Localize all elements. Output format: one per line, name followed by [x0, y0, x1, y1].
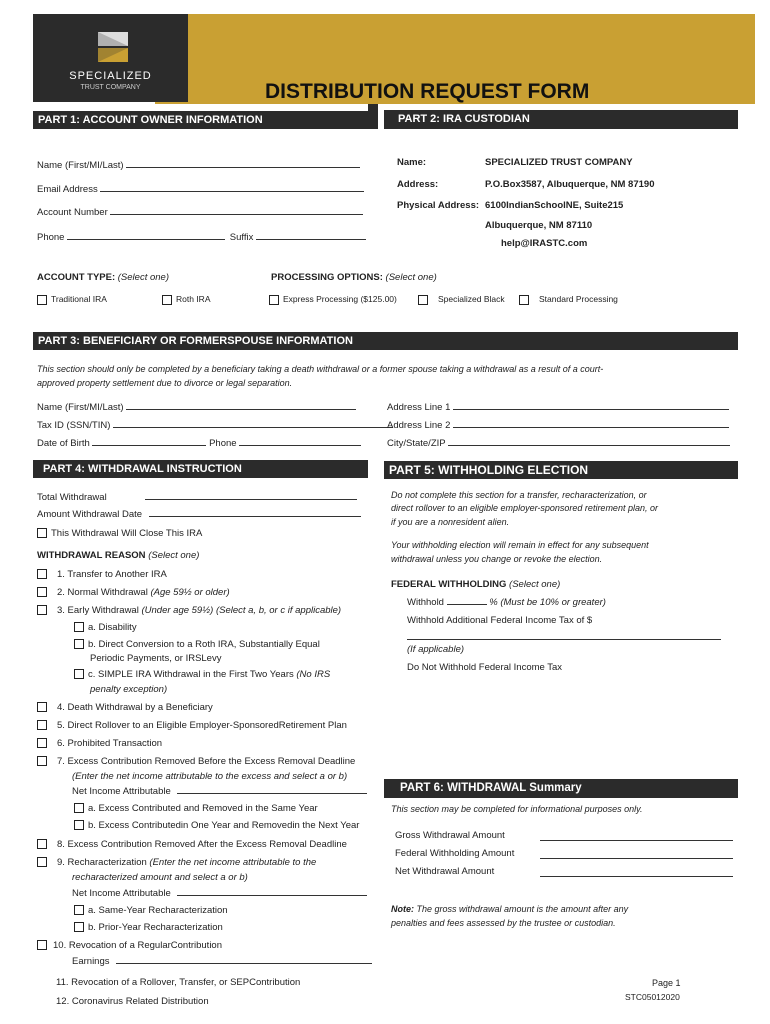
processing-row [271, 272, 437, 283]
bene-tax-field[interactable] [113, 427, 393, 428]
reason-3a-checkbox[interactable] [74, 622, 84, 632]
net-amount-label: Net Withdrawal Amount [395, 866, 495, 877]
additional-tax-field[interactable] [407, 639, 721, 640]
phone-field[interactable] [67, 239, 225, 240]
custodian-address-value: P.O.Box3587, Albuquerque, NM 87190 [485, 179, 655, 190]
reason-7[interactable] [37, 756, 355, 767]
reason-8-checkbox[interactable] [37, 839, 47, 849]
reason-12-label: 12. Coronavirus Related Distribution [56, 996, 209, 1007]
reason-6[interactable] [37, 738, 162, 749]
logo-sub: TRUST COMPANY [80, 84, 141, 91]
reason-1[interactable] [37, 569, 167, 580]
reason-9-label: 9. Recharacterization [57, 857, 147, 868]
phone-row [37, 232, 366, 243]
reason-9-checkbox[interactable] [37, 857, 47, 867]
part6-footnote [391, 904, 628, 914]
reason-7-income-label: Net Income Attributable [72, 786, 171, 797]
bene-city-row [387, 438, 730, 449]
reason-3-label: 3. Early Withdrawal [57, 605, 139, 616]
part5-note-line1: Do not complete this section for a transfer, recharacterization, or [391, 490, 647, 500]
reason-10-earnings-label: Earnings [72, 956, 110, 967]
form-title: DISTRIBUTION REQUEST FORM [265, 80, 590, 103]
reason-7-note: (Enter the net income attributable to the excess and select a or b) [72, 771, 348, 782]
gross-amount-label: Gross Withdrawal Amount [395, 830, 505, 841]
reason-7-checkbox[interactable] [37, 756, 47, 766]
fed-amount-label: Federal Withholding Amount [395, 848, 515, 859]
processing-black[interactable] [418, 294, 505, 305]
roth-ira-checkbox[interactable] [162, 295, 172, 305]
standard-checkbox[interactable] [519, 295, 529, 305]
reason-7a[interactable] [74, 803, 318, 814]
suffix-field[interactable] [256, 239, 366, 240]
account-type-traditional[interactable] [37, 294, 107, 305]
fed-withholding-label: FEDERAL WITHHOLDING [391, 579, 507, 590]
account-number-label: Account Number [37, 207, 108, 218]
reason-11-label: 11. Revocation of a Rollover, Transfer, or SEPContribution [56, 977, 301, 988]
part3-desc-line2: approved property settlement due to divorce or legal separation. [37, 378, 293, 388]
bene-tax-row [37, 420, 393, 431]
black-label: Specialized Black [438, 294, 505, 304]
reason-7-label: 7. Excess Contribution Removed Before the Excess Removal Deadline [57, 756, 356, 767]
reason-9-income-label: Net Income Attributable [72, 888, 171, 899]
reason-3a-label: a. Disability [88, 622, 137, 633]
reason-9b-label: b. Prior-Year Recharacterization [88, 922, 223, 933]
reason-3b-checkbox[interactable] [74, 639, 84, 649]
reason-3-checkbox[interactable] [37, 605, 47, 615]
reason-1-checkbox[interactable] [37, 569, 47, 579]
withhold-pct-note: % (Must be 10% or greater) [489, 597, 606, 608]
bene-name-row [37, 402, 356, 413]
footnote-line1: The gross withdrawal amount is the amount after any [416, 904, 629, 914]
reason-5-label: 5. Direct Rollover to an Eligible Employer-SponsoredRetirement Plan [57, 720, 347, 731]
processing-standard[interactable] [519, 294, 618, 305]
reason-9[interactable] [37, 857, 316, 868]
custodian-email: help@IRASTC.com [501, 238, 588, 249]
traditional-ira-label: Traditional IRA [51, 294, 107, 304]
reason-1-label: 1. Transfer to Another IRA [57, 569, 167, 580]
reason-row [37, 550, 199, 561]
owner-email-label: Email Address [37, 184, 98, 195]
reason-4-checkbox[interactable] [37, 702, 47, 712]
bene-name-label: Name (First/MI/Last) [37, 402, 124, 413]
part3-header: PART 3: BENEFICIARY OR FORMERSPOUSE INFORMATION [33, 332, 738, 350]
processing-label: PROCESSING OPTIONS: [271, 272, 383, 283]
bene-dob-label: Date of Birth [37, 438, 90, 449]
reason-3-note: (Under age 59½) (Select a, b, or c if applicable) [141, 605, 342, 616]
reason-3b[interactable] [74, 639, 320, 650]
footnote-line2: penalties and fees assessed by the trustee or custodian. [391, 918, 616, 928]
fed-withholding-row [391, 579, 560, 590]
reason-7b-checkbox[interactable] [74, 820, 84, 830]
logo-block [33, 14, 188, 102]
bene-dob-field[interactable] [92, 445, 206, 446]
part5-note-line4: Your withholding election will remain in effect for any subsequent [391, 540, 649, 550]
reason-10[interactable] [37, 940, 222, 951]
reason-7-income-row [72, 786, 367, 797]
account-type-row [37, 272, 169, 283]
reason-2-label: 2. Normal Withdrawal [57, 587, 148, 598]
reason-3c-checkbox[interactable] [74, 669, 84, 679]
reason-2-checkbox[interactable] [37, 587, 47, 597]
reason-4-label: 4. Death Withdrawal by a Beneficiary [57, 702, 213, 713]
reason-7b[interactable] [74, 820, 359, 831]
reason-7-income-field[interactable] [177, 793, 367, 794]
reason-label: WITHDRAWAL REASON [37, 550, 146, 561]
additional-tax-row [407, 615, 592, 626]
part1-header: PART 1: ACCOUNT OWNER INFORMATION [33, 111, 368, 129]
account-type-roth[interactable] [162, 294, 211, 305]
reason-9b[interactable] [74, 922, 223, 933]
if-applicable-note: (If applicable) [407, 644, 465, 655]
reason-9a-checkbox[interactable] [74, 905, 84, 915]
reason-2-note: (Age 59½ or older) [150, 587, 230, 598]
close-ira-label: This Withdrawal Will Close This IRA [51, 528, 203, 539]
traditional-ira-checkbox[interactable] [37, 295, 47, 305]
custodian-physical-line1: 6100IndianSchoolNE, Suite215 [485, 200, 624, 211]
owner-email-row [37, 184, 364, 195]
account-number-field[interactable] [110, 214, 363, 215]
withhold-pct-field[interactable] [447, 604, 487, 605]
bene-addr1-field[interactable] [453, 409, 729, 410]
fed-amount-field[interactable] [540, 858, 733, 859]
reason-9-note-line2: recharacterized amount and select a or b) [72, 872, 248, 883]
reason-6-label: 6. Prohibited Transaction [57, 738, 163, 749]
reason-3c-note: (No IRS [296, 669, 331, 680]
bene-addr2-field[interactable] [453, 427, 729, 428]
owner-name-field[interactable] [126, 167, 360, 168]
reason-9-note: (Enter the net income attributable to the [149, 857, 317, 868]
reason-10-earnings-row [72, 956, 372, 967]
processing-hint: (Select one) [385, 272, 437, 283]
part6-note: This section may be completed for informational purposes only. [391, 804, 643, 814]
reason-4[interactable] [37, 702, 213, 713]
net-amount-field[interactable] [540, 876, 733, 877]
part2-header: PART 2: IRA CUSTODIAN [384, 110, 738, 129]
roth-ira-label: Roth IRA [176, 294, 211, 304]
bene-addr1-row [387, 402, 729, 413]
part5-note-line2: direct rollover to an eligible employer-sponsored retirement plan, or [391, 503, 658, 513]
owner-email-field[interactable] [100, 191, 364, 192]
close-ira-checkbox[interactable] [37, 528, 47, 538]
withhold-pct-row [407, 597, 606, 608]
reason-3c-label: c. SIMPLE IRA Withdrawal in the First Two Years [88, 669, 294, 680]
form-code: STC05012020 [625, 992, 680, 1002]
additional-tax-label: Withhold Additional Federal Income Tax of $ [407, 615, 593, 626]
bene-phone-field[interactable] [239, 445, 361, 446]
withdrawal-date-row [37, 509, 361, 520]
reason-8[interactable] [37, 839, 347, 850]
reason-3b-label: b. Direct Conversion to a Roth IRA, Substantially Equal [88, 639, 320, 650]
total-withdrawal-field[interactable] [145, 499, 357, 500]
custodian-name-value: SPECIALIZED TRUST COMPANY [485, 157, 633, 168]
processing-express[interactable] [269, 294, 397, 305]
phone-label: Phone [37, 232, 65, 243]
close-ira-row[interactable] [37, 528, 202, 539]
part4-header: PART 4: WITHDRAWAL INSTRUCTION [33, 460, 368, 478]
page-number: Page 1 [652, 978, 681, 988]
header-divider [368, 104, 378, 129]
standard-label: Standard Processing [539, 294, 618, 304]
reason-9b-checkbox[interactable] [74, 922, 84, 932]
reason-10-label: 10. Revocation of a RegularContribution [53, 940, 222, 951]
withdrawal-date-field[interactable] [149, 516, 361, 517]
bene-addr2-label: Address Line 2 [387, 420, 451, 431]
account-type-label: ACCOUNT TYPE: [37, 272, 116, 283]
custodian-address-label: Address: [397, 179, 439, 190]
reason-3b-label-line2: Periodic Payments, or IRSLevy [90, 653, 222, 664]
reason-9a-label: a. Same-Year Recharacterization [88, 905, 228, 916]
custodian-physical-label: Physical Address: [397, 200, 480, 211]
reason-9-income-row [72, 888, 367, 899]
part5-note-line5: withdrawal unless you change or revoke the election. [391, 554, 603, 564]
withdrawal-date-label: Amount Withdrawal Date [37, 509, 143, 520]
reason-3[interactable] [37, 605, 341, 616]
reason-10-earnings-field[interactable] [116, 963, 372, 964]
footnote-label: Note: [391, 904, 414, 914]
reason-10-checkbox[interactable] [37, 940, 47, 950]
bene-dob-row [37, 438, 361, 449]
custodian-name-label: Name: [397, 157, 427, 168]
bene-addr1-label: Address Line 1 [387, 402, 451, 413]
fed-withholding-hint: (Select one) [509, 579, 561, 590]
reason-7a-label: a. Excess Contributed and Removed in the Same Year [88, 803, 318, 814]
reason-7b-label: b. Excess Contributedin One Year and Removedin the Next Year [88, 820, 360, 831]
bene-phone-label: Phone [209, 438, 237, 449]
bene-tax-label: Tax ID (SSN/TIN) [37, 420, 111, 431]
withhold-label: Withhold [407, 597, 444, 608]
owner-name-label: Name (First/MI/Last) [37, 160, 124, 171]
reason-9a[interactable] [74, 905, 228, 916]
reason-hint: (Select one) [148, 550, 200, 561]
logo-name: SPECIALIZED [69, 70, 152, 82]
custodian-physical-line2: Albuquerque, NM 87110 [485, 220, 593, 231]
reason-2[interactable] [37, 587, 230, 598]
no-withhold-label: Do Not Withhold Federal Income Tax [407, 662, 563, 673]
reason-5-checkbox[interactable] [37, 720, 47, 730]
account-number-row [37, 207, 363, 218]
account-type-hint: (Select one) [117, 272, 169, 283]
part5-note-line3: if you are a nonresident alien. [391, 517, 510, 527]
black-checkbox[interactable] [418, 295, 428, 305]
bene-city-field[interactable] [448, 445, 730, 446]
logo-icon [93, 29, 133, 65]
bene-name-field[interactable] [126, 409, 356, 410]
gross-amount-field[interactable] [540, 840, 733, 841]
suffix-label: Suffix [229, 232, 254, 243]
bene-addr2-row [387, 420, 729, 431]
part3-desc-line1: This section should only be completed by a beneficiary taking a death withdrawal or a former spouse taking a withdrawal as a result of a court- [37, 364, 604, 374]
owner-name-row [37, 160, 360, 171]
reason-3a[interactable] [74, 622, 137, 633]
reason-9-income-field[interactable] [177, 895, 367, 896]
express-label: Express Processing ($125.00) [283, 294, 397, 304]
reason-8-label: 8. Excess Contribution Removed After the Excess Removal Deadline [57, 839, 347, 850]
bene-city-label: City/State/ZIP [387, 438, 446, 449]
reason-6-checkbox[interactable] [37, 738, 47, 748]
reason-5[interactable] [37, 720, 347, 731]
total-withdrawal-row [37, 492, 357, 503]
reason-3c-note-line2: penalty exception) [90, 684, 168, 695]
part5-header: PART 5: WITHHOLDING ELECTION [384, 461, 738, 479]
part6-header: PART 6: WITHDRAWAL Summary [384, 779, 738, 798]
express-checkbox[interactable] [269, 295, 279, 305]
reason-7a-checkbox[interactable] [74, 803, 84, 813]
total-withdrawal-label: Total Withdrawal [37, 492, 107, 503]
reason-3c[interactable] [74, 669, 330, 680]
